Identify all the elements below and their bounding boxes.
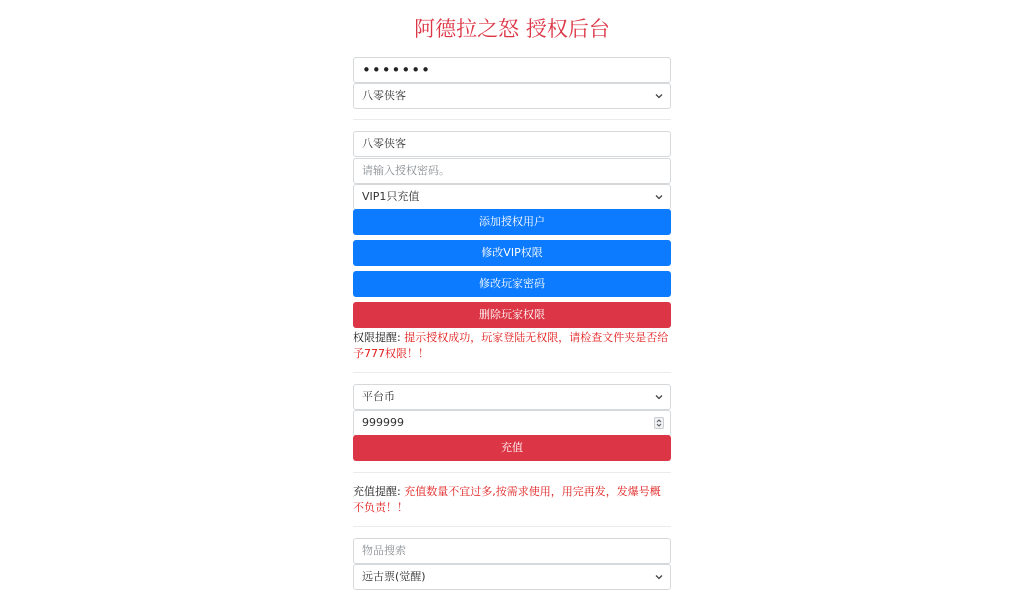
chevron-down-icon <box>654 84 664 108</box>
username-input[interactable]: 八零侠客 <box>353 131 671 157</box>
section-divider <box>353 526 671 527</box>
item-search-input[interactable]: 物品搜索 <box>353 538 671 564</box>
permission-notice-label: 权限提醒: <box>353 331 401 344</box>
recharge-notice <box>353 484 671 516</box>
recharge-notice-text: 充值数量不宜过多,按需求使用，用完再发，发爆号概不负责！！ <box>353 485 661 514</box>
chevron-down-icon <box>654 565 664 589</box>
item-select[interactable] <box>353 564 671 590</box>
modify-vip-button[interactable]: 修改VIP权限 <box>353 240 671 266</box>
modify-player-password-button[interactable]: 修改玩家密码 <box>353 271 671 297</box>
recharge-amount-input[interactable] <box>353 410 671 436</box>
auth-password-input[interactable]: 请输入授权密码。 <box>353 158 671 184</box>
recharge-notice-label: 充值提醒: <box>353 485 401 498</box>
chevron-down-icon <box>654 185 664 209</box>
permission-notice-text: 提示授权成功，玩家登陆无权限，请检查文件夹是否给予777权限！！ <box>353 331 669 360</box>
spinner-icon[interactable] <box>654 417 664 429</box>
admin-password-input[interactable]: ••••••• <box>353 57 671 83</box>
vip-level-select[interactable] <box>353 184 671 210</box>
recharge-button[interactable]: 充值 <box>353 435 671 461</box>
page-title: 阿德拉之怒 授权后台 <box>414 17 610 41</box>
vip-level-select-value: VIP1只充值 <box>362 190 420 203</box>
section-divider <box>353 472 671 473</box>
section-divider <box>353 372 671 373</box>
section-divider <box>353 119 671 120</box>
chevron-down-icon <box>654 385 664 409</box>
currency-select[interactable] <box>353 384 671 410</box>
currency-select-value: 平台币 <box>362 390 395 403</box>
recharge-amount-value: 999999 <box>362 416 404 429</box>
add-auth-user-button[interactable]: 添加授权用户 <box>353 209 671 235</box>
permission-notice <box>353 330 671 362</box>
server-select[interactable] <box>353 83 671 109</box>
item-select-value: 远古票(觉醒) <box>362 570 426 583</box>
server-select-value: 八零侠客 <box>362 89 406 102</box>
delete-player-permission-button[interactable]: 删除玩家权限 <box>353 302 671 328</box>
